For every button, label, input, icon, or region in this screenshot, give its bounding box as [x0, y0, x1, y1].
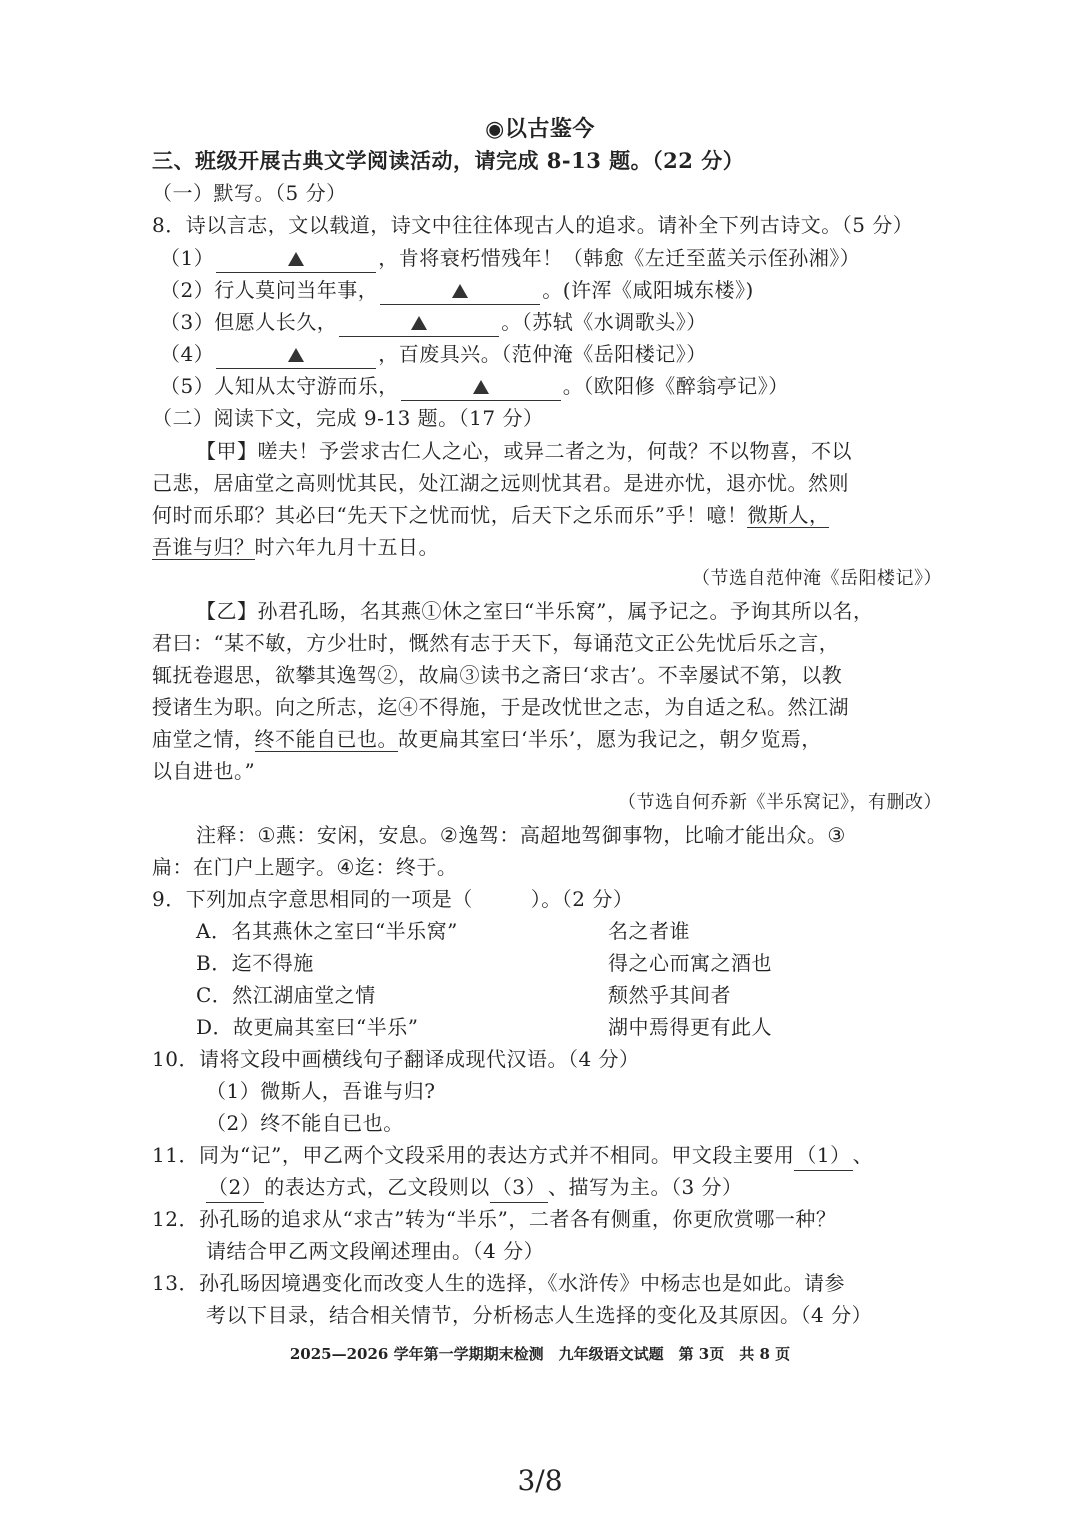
triangle-icon [288, 348, 304, 362]
question-10-stem: 10．请将文段中画横线句子翻译成现代汉语。（4 分） [152, 1047, 640, 1071]
passage-b-line: 庙堂之情，终不能自已也。故更扁其室曰‘半乐’，愿为我记之，朝夕览焉， [152, 727, 822, 751]
answer-blank[interactable] [380, 280, 540, 305]
dictation-item-2: （2）行人莫问当年事， 。(许浑《咸阳城东楼》) [160, 275, 754, 305]
triangle-icon [411, 316, 427, 330]
answer-blank-2[interactable]: （2） [206, 1172, 264, 1203]
question-10-item-1: （1）微斯人，吾谁与归? [206, 1079, 436, 1103]
dictation-item-4: （4） ，百废具兴。（范仲淹《岳阳楼记》） [160, 339, 707, 369]
question-12-line: 请结合甲乙两文段阐述理由。（4 分） [206, 1239, 545, 1263]
answer-blank[interactable] [401, 376, 561, 401]
passage-a-line: 【甲】嗟夫！予尝求古仁人之心，或异二者之为，何哉？不以物喜，不以 [196, 439, 852, 463]
option-c-left[interactable]: C．然江湖庙堂之情 [196, 983, 376, 1007]
page-number: 3/8 [517, 1464, 563, 1497]
triangle-icon [288, 252, 304, 266]
passage-b-source: （节选自何乔新《半乐窝记》，有删改） [618, 792, 942, 813]
passage-a-line: 吾谁与归？时六年九月十五日。 [152, 535, 439, 559]
underlined-sentence: 吾谁与归？ [152, 535, 255, 559]
option-b-right: 得之心而寓之酒也 [608, 951, 772, 975]
triangle-icon [452, 284, 468, 298]
answer-blank[interactable] [216, 248, 376, 273]
question-9-stem: 9．下列加点字意思相同的一项是（ ）。（2 分） [152, 887, 634, 911]
passage-b-line: 君曰：“某不敏，方少壮时，慨然有志于天下，每诵范文正公先忧后乐之言， [152, 631, 840, 655]
passage-a-line: 何时而乐耶？其必曰“先天下之忧而忧，后天下之乐而乐”乎！噫！微斯人， [152, 503, 830, 527]
question-13-line: 考以下目录，结合相关情节，分析杨志人生选择的变化及其原因。（4 分） [206, 1303, 873, 1327]
passage-a-line: 己悲，居庙堂之高则忧其民，处江湖之远则忧其君。是进亦忧，退亦忧。然则 [152, 471, 849, 495]
question-11-line: 11．同为“记”，甲乙两个文段采用的表达方式并不相同。甲文段主要用 （1） 、 [152, 1140, 873, 1171]
option-b-left[interactable]: B．迄不得施 [196, 951, 314, 975]
option-c-right: 颓然乎其间者 [608, 983, 731, 1007]
subsection-dictation: （一）默写。（5 分） [152, 181, 347, 205]
question-8-stem: 8．诗以言志，文以载道，诗文中往往体现古人的追求。请补全下列古诗文。（5 分） [152, 213, 914, 237]
triangle-icon [473, 380, 489, 394]
passage-b-line: 以自进也。” [152, 759, 256, 783]
question-10-item-2: （2）终不能自已也。 [206, 1111, 404, 1135]
question-11-line: （2） 的表达方式，乙文段则以 （3） 、描写为主。（3 分） [206, 1172, 743, 1203]
dictation-item-5: （5）人知从太守游而乐， 。（欧阳修《醉翁亭记》） [160, 371, 789, 401]
passage-a-source: （节选自范仲淹《岳阳楼记》） [692, 568, 942, 589]
option-a-right: 名之者谁 [608, 919, 690, 943]
passage-b-line: 【乙】孙君孔旸，名其燕①休之室曰“半乐窝”，属予记之。予询其所以名， [196, 599, 874, 623]
question-12-line: 12．孙孔旸的追求从“求古”转为“半乐”，二者各有侧重，你更欣赏哪一种？ [152, 1207, 837, 1231]
passage-b-line: 授诸生为职。向之所志，迄④不得施，于是改忧世之志，为自适之私。然江湖 [152, 695, 849, 719]
underlined-sentence: 微斯人， [747, 503, 830, 527]
answer-blank[interactable] [216, 344, 376, 369]
question-13-line: 13．孙孔旸因境遇变化而改变人生的选择，《水浒传》中杨志也是如此。请参 [152, 1271, 845, 1295]
dictation-item-1: （1） ，肯将衰朽惜残年！（韩愈《左迁至蓝关示侄孙湘》） [160, 243, 860, 273]
page-footer: 2025—2026 学年第一学期期末检测 九年级语文试题 第 3页 共 8 页 [289, 1345, 791, 1363]
dictation-item-3: （3）但愿人长久， 。（苏轼《水调歌头》） [160, 307, 707, 337]
option-a-left[interactable]: A．名其燕休之室曰“半乐窝” [196, 919, 458, 943]
section-heading: 三、班级开展古典文学阅读活动，请完成 8-13 题。（22 分） [152, 148, 745, 173]
annotation-line: 注释：①燕：安闲，安息。②逸驾：高超地驾御事物，比喻才能出众。③ [196, 823, 846, 847]
answer-blank-3[interactable]: （3） [490, 1172, 548, 1203]
section-title: ◉以古鉴今 [485, 116, 595, 142]
annotation-line: 扁：在门户上题字。④迄：终于。 [152, 855, 458, 879]
subsection-reading: （二）阅读下文，完成 9-13 题。（17 分） [152, 406, 544, 430]
option-d-left[interactable]: D．故更扁其室曰“半乐” [196, 1015, 419, 1039]
option-d-right: 湖中焉得更有此人 [608, 1015, 772, 1039]
underlined-sentence: 终不能自已也。 [254, 727, 398, 751]
answer-blank[interactable] [339, 312, 499, 337]
answer-blank-1[interactable]: （1） [794, 1140, 852, 1171]
passage-b-line: 辄抚卷遐思，欲攀其逸驾②，故扁③读书之斋曰‘求古’。不幸屡试不第，以教 [152, 663, 843, 687]
